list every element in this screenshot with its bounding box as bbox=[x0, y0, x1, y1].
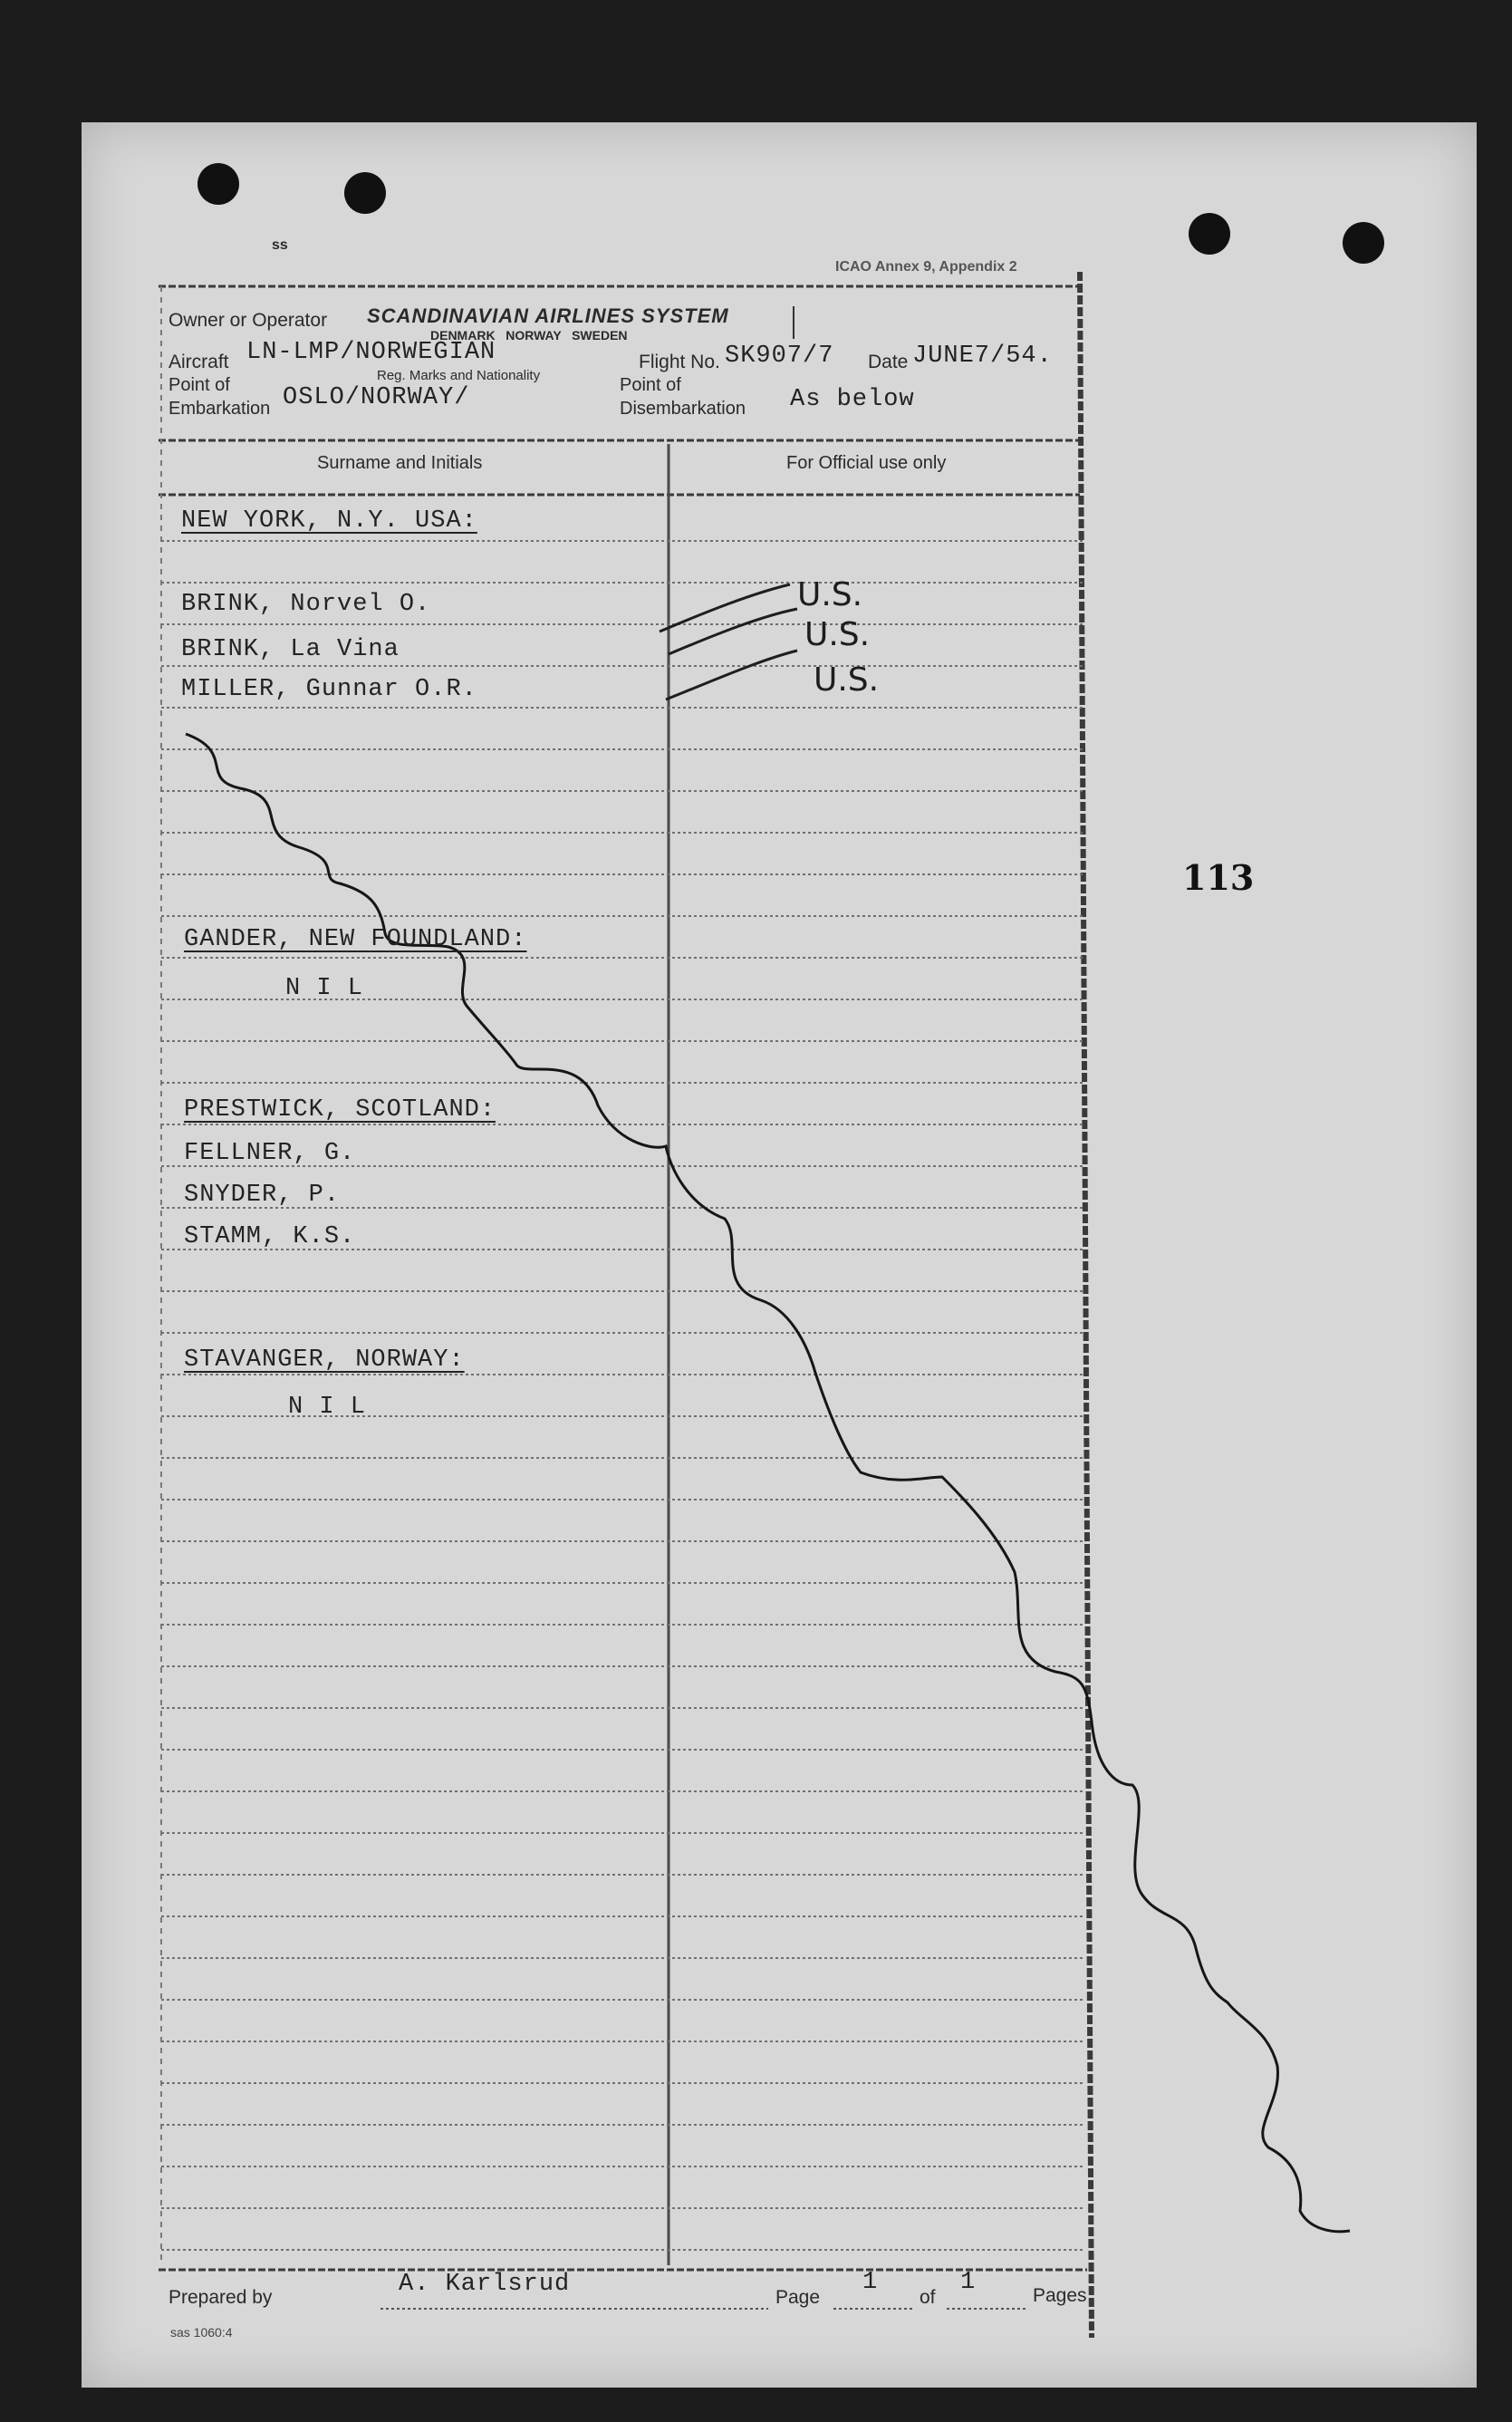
prepared-value: A. Karlsrud bbox=[399, 2271, 571, 2298]
passenger-row: BRINK, Norvel O. bbox=[181, 591, 431, 618]
prepared-label: Prepared by bbox=[169, 2287, 273, 2308]
embark-value: OSLO/NORWAY/ bbox=[283, 384, 470, 411]
embark-label-1: Point of bbox=[169, 375, 230, 395]
passenger-row: STAMM, K.S. bbox=[184, 1223, 356, 1250]
disembark-label-1: Point of bbox=[620, 375, 681, 395]
aircraft-label: Aircraft bbox=[169, 352, 229, 372]
disembark-value: As below bbox=[790, 386, 915, 413]
disembark-label-2: Disembarkation bbox=[620, 399, 746, 419]
flight-label: Flight No. bbox=[639, 352, 720, 372]
cancel-squiggle bbox=[186, 734, 1350, 2232]
aircraft-value: LN-LMP/NORWEGIAN bbox=[246, 339, 496, 366]
official-mark: U.S. bbox=[804, 616, 871, 653]
embark-label-2: Embarkation bbox=[169, 399, 271, 419]
annex-reference: ICAO Annex 9, Appendix 2 bbox=[835, 259, 1017, 275]
corner-mark: ss bbox=[272, 237, 288, 253]
column-header-surname: Surname and Initials bbox=[317, 453, 483, 473]
official-mark: U.S. bbox=[797, 576, 863, 613]
owner-countries: DENMARK NORWAY SWEDEN bbox=[430, 328, 628, 343]
form-code: sas 1060:4 bbox=[170, 2325, 233, 2340]
passenger-row: FELLNER, G. bbox=[184, 1140, 356, 1167]
heading-new-york: NEW YORK, N.Y. USA: bbox=[181, 507, 477, 535]
of-label: of bbox=[920, 2287, 936, 2308]
owner-value: SCANDINAVIAN AIRLINES SYSTEM bbox=[367, 304, 729, 327]
date-label: Date bbox=[868, 352, 909, 372]
check-slash bbox=[669, 609, 797, 654]
of-value: 1 bbox=[960, 2269, 977, 2296]
owner-label: Owner or Operator bbox=[169, 310, 328, 331]
passenger-row: SNYDER, P. bbox=[184, 1182, 341, 1209]
stamp-number: 113 bbox=[1182, 857, 1255, 898]
heading-prestwick: PRESTWICK, SCOTLAND: bbox=[184, 1096, 496, 1124]
page-value: 1 bbox=[862, 2269, 879, 2296]
check-slash bbox=[666, 651, 797, 700]
reg-marks-label: Reg. Marks and Nationality bbox=[377, 368, 541, 383]
flight-value: SK907/7 bbox=[725, 343, 834, 370]
page-label: Page bbox=[775, 2287, 821, 2308]
pages-label: Pages bbox=[1033, 2285, 1087, 2306]
heading-stavanger: STAVANGER, NORWAY: bbox=[184, 1346, 465, 1374]
column-header-official: For Official use only bbox=[786, 453, 947, 473]
official-mark: U.S. bbox=[814, 661, 880, 699]
nil-entry: N I L bbox=[285, 975, 364, 1002]
heading-gander: GANDER, NEW FOUNDLAND: bbox=[184, 926, 527, 953]
nil-entry: N I L bbox=[288, 1394, 367, 1421]
passenger-row: MILLER, Gunnar O.R. bbox=[181, 676, 477, 703]
passenger-row: BRINK, La Vina bbox=[181, 636, 400, 663]
owner-divider bbox=[793, 306, 795, 339]
date-value: JUNE7/54. bbox=[912, 343, 1053, 370]
